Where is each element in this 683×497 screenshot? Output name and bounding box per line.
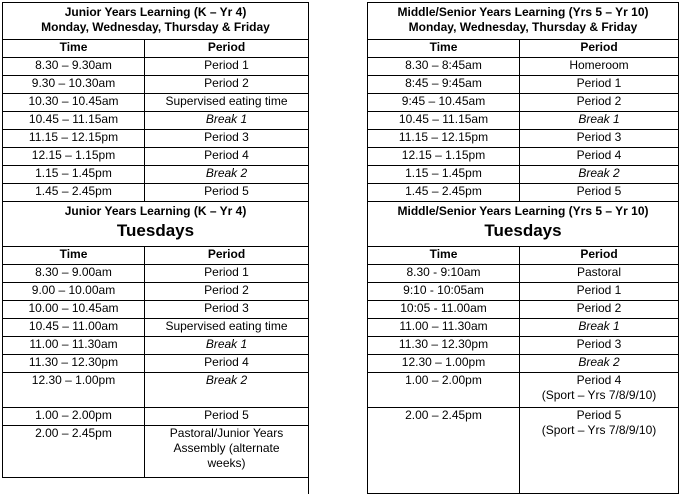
time-cell: 1.45 – 2.45pm bbox=[3, 184, 145, 202]
col-time-header: Time bbox=[368, 40, 520, 58]
column-header-row bbox=[368, 247, 679, 265]
column-divider bbox=[308, 2, 309, 494]
time-cell: 1.15 – 1.45pm bbox=[3, 166, 145, 184]
period-cell: Break 1 bbox=[145, 337, 309, 355]
block-title bbox=[3, 3, 309, 40]
period-cell bbox=[520, 408, 679, 494]
table-row bbox=[3, 283, 309, 301]
period-cell: Period 2 bbox=[145, 76, 309, 94]
time-cell: 8.30 - 9:10am bbox=[368, 265, 520, 283]
title-line-2: Tuesdays bbox=[116, 221, 195, 240]
period-cell: Period 5 bbox=[145, 408, 309, 426]
table-row bbox=[3, 112, 309, 130]
table-row bbox=[368, 265, 679, 283]
table-row bbox=[368, 166, 679, 184]
table-row bbox=[3, 301, 309, 319]
period-cell bbox=[520, 373, 679, 408]
column-header-row bbox=[368, 40, 679, 58]
time-cell: 12.30 – 1.00pm bbox=[3, 373, 145, 408]
title-line-2: Monday, Wednesday, Thursday & Friday bbox=[41, 20, 270, 34]
header-row bbox=[3, 3, 309, 40]
table-row bbox=[3, 373, 309, 408]
time-cell: 12.15 – 1.15pm bbox=[368, 148, 520, 166]
table-row bbox=[368, 355, 679, 373]
time-cell: 9.30 – 10.30am bbox=[3, 76, 145, 94]
time-cell: 1.45 – 2.45pm bbox=[368, 184, 520, 202]
time-cell: 1.15 – 1.45pm bbox=[368, 166, 520, 184]
time-cell: 8.30 – 9.30am bbox=[3, 58, 145, 76]
table-row bbox=[368, 184, 679, 202]
time-cell: 11.00 – 11.30am bbox=[3, 337, 145, 355]
col-period-header: Period bbox=[520, 247, 679, 265]
period-cell: Break 2 bbox=[520, 355, 679, 373]
period-line: (Sport – Yrs 7/8/9/10) bbox=[541, 388, 657, 402]
period-line: Assembly (alternate bbox=[173, 441, 280, 455]
title-line-1: Middle/Senior Years Learning (Yrs 5 – Yr 10) bbox=[397, 5, 649, 19]
time-cell: 11.30 – 12.30pm bbox=[3, 355, 145, 373]
middle-senior-years-timetable bbox=[367, 2, 679, 494]
time-cell: 1.00 – 2.00pm bbox=[368, 373, 520, 408]
period-cell: Period 1 bbox=[145, 58, 309, 76]
table-row bbox=[368, 76, 679, 94]
period-cell: Break 2 bbox=[520, 166, 679, 184]
period-cell: Break 1 bbox=[145, 112, 309, 130]
period-cell: Period 3 bbox=[520, 337, 679, 355]
table-row bbox=[3, 426, 309, 478]
col-time-header: Time bbox=[3, 247, 145, 265]
time-cell: 10.30 – 10.45am bbox=[3, 94, 145, 112]
period-cell: Break 1 bbox=[520, 112, 679, 130]
period-line: weeks) bbox=[207, 456, 246, 470]
time-cell: 10.00 – 10.45am bbox=[3, 301, 145, 319]
title-line-2: Monday, Wednesday, Thursday & Friday bbox=[408, 20, 638, 34]
time-cell: 8.30 – 8:45am bbox=[368, 58, 520, 76]
period-cell: Period 4 bbox=[520, 148, 679, 166]
period-line: Period 4 bbox=[576, 373, 622, 387]
period-cell: Period 4 bbox=[145, 355, 309, 373]
time-cell: 2.00 – 2.45pm bbox=[368, 408, 520, 494]
title-line-1: Junior Years Learning (K – Yr 4) bbox=[64, 5, 247, 19]
time-cell: 8.30 – 9.00am bbox=[3, 265, 145, 283]
period-cell: Homeroom bbox=[520, 58, 679, 76]
time-cell: 2.00 – 2.45pm bbox=[3, 426, 145, 478]
time-cell: 9:10 - 10:05am bbox=[368, 283, 520, 301]
period-cell: Break 2 bbox=[145, 373, 309, 408]
period-cell: Period 1 bbox=[145, 265, 309, 283]
block-title bbox=[3, 202, 309, 247]
period-cell: Supervised eating time bbox=[145, 319, 309, 337]
title-line-2: Tuesdays bbox=[484, 221, 562, 240]
time-cell: 10.45 – 11.00am bbox=[3, 319, 145, 337]
table-row bbox=[3, 184, 309, 202]
col-time-header: Time bbox=[3, 40, 145, 58]
table-row bbox=[3, 408, 309, 426]
period-cell: Period 2 bbox=[520, 301, 679, 319]
period-cell: Period 4 bbox=[145, 148, 309, 166]
block-title bbox=[368, 3, 679, 40]
table-row bbox=[3, 58, 309, 76]
period-cell: Period 3 bbox=[520, 130, 679, 148]
time-cell: 10.45 – 11.15am bbox=[3, 112, 145, 130]
period-cell bbox=[145, 426, 309, 478]
table-row bbox=[3, 265, 309, 283]
period-cell: Period 5 bbox=[145, 184, 309, 202]
time-cell: 9:45 – 10.45am bbox=[368, 94, 520, 112]
table-row bbox=[368, 58, 679, 76]
table-row bbox=[368, 301, 679, 319]
title-line-1: Junior Years Learning (K – Yr 4) bbox=[64, 204, 247, 218]
column-header-row bbox=[3, 247, 309, 265]
period-cell: Period 1 bbox=[520, 283, 679, 301]
table-row bbox=[3, 166, 309, 184]
time-cell: 9.00 – 10.00am bbox=[3, 283, 145, 301]
col-period-header: Period bbox=[520, 40, 679, 58]
time-cell: 1.00 – 2.00pm bbox=[3, 408, 145, 426]
table-row bbox=[3, 337, 309, 355]
time-cell: 10:05 - 11.00am bbox=[368, 301, 520, 319]
period-cell: Break 2 bbox=[145, 166, 309, 184]
period-line: Period 5 bbox=[576, 408, 622, 422]
time-cell: 11.30 – 12.30pm bbox=[368, 337, 520, 355]
table-row bbox=[368, 112, 679, 130]
period-cell: Supervised eating time bbox=[145, 94, 309, 112]
table-row bbox=[368, 283, 679, 301]
time-cell: 12.15 – 1.15pm bbox=[3, 148, 145, 166]
title-line-1: Middle/Senior Years Learning (Yrs 5 – Yr 10) bbox=[397, 204, 649, 218]
table-row bbox=[368, 94, 679, 112]
table-row bbox=[3, 355, 309, 373]
col-time-header: Time bbox=[368, 247, 520, 265]
period-cell: Break 1 bbox=[520, 319, 679, 337]
table-row bbox=[368, 373, 679, 408]
header-row bbox=[368, 3, 679, 40]
header-row bbox=[368, 202, 679, 247]
time-cell: 8:45 – 9:45am bbox=[368, 76, 520, 94]
period-cell: Period 3 bbox=[145, 130, 309, 148]
table-row bbox=[3, 319, 309, 337]
period-cell: Pastoral bbox=[520, 265, 679, 283]
time-cell: 11.15 – 12.15pm bbox=[3, 130, 145, 148]
junior-years-timetable bbox=[2, 2, 309, 478]
table-row bbox=[368, 319, 679, 337]
block-title bbox=[368, 202, 679, 247]
time-cell: 11.15 – 12.15pm bbox=[368, 130, 520, 148]
table-row bbox=[368, 337, 679, 355]
time-cell: 11.00 – 11.30am bbox=[368, 319, 520, 337]
col-period-header: Period bbox=[145, 40, 309, 58]
table-row bbox=[3, 148, 309, 166]
table-row bbox=[368, 148, 679, 166]
time-cell: 12.30 – 1.00pm bbox=[368, 355, 520, 373]
table-row bbox=[368, 130, 679, 148]
period-cell: Period 2 bbox=[145, 283, 309, 301]
period-line: Pastoral/Junior Years bbox=[169, 426, 284, 440]
header-row bbox=[3, 202, 309, 247]
period-line: (Sport – Yrs 7/8/9/10) bbox=[541, 423, 657, 437]
col-period-header: Period bbox=[145, 247, 309, 265]
table-row bbox=[3, 130, 309, 148]
table-row bbox=[368, 408, 679, 494]
time-cell: 10.45 – 11.15am bbox=[368, 112, 520, 130]
column-header-row bbox=[3, 40, 309, 58]
table-row bbox=[3, 94, 309, 112]
period-cell: Period 5 bbox=[520, 184, 679, 202]
period-cell: Period 1 bbox=[520, 76, 679, 94]
table-row bbox=[3, 76, 309, 94]
period-cell: Period 2 bbox=[520, 94, 679, 112]
period-cell: Period 3 bbox=[145, 301, 309, 319]
